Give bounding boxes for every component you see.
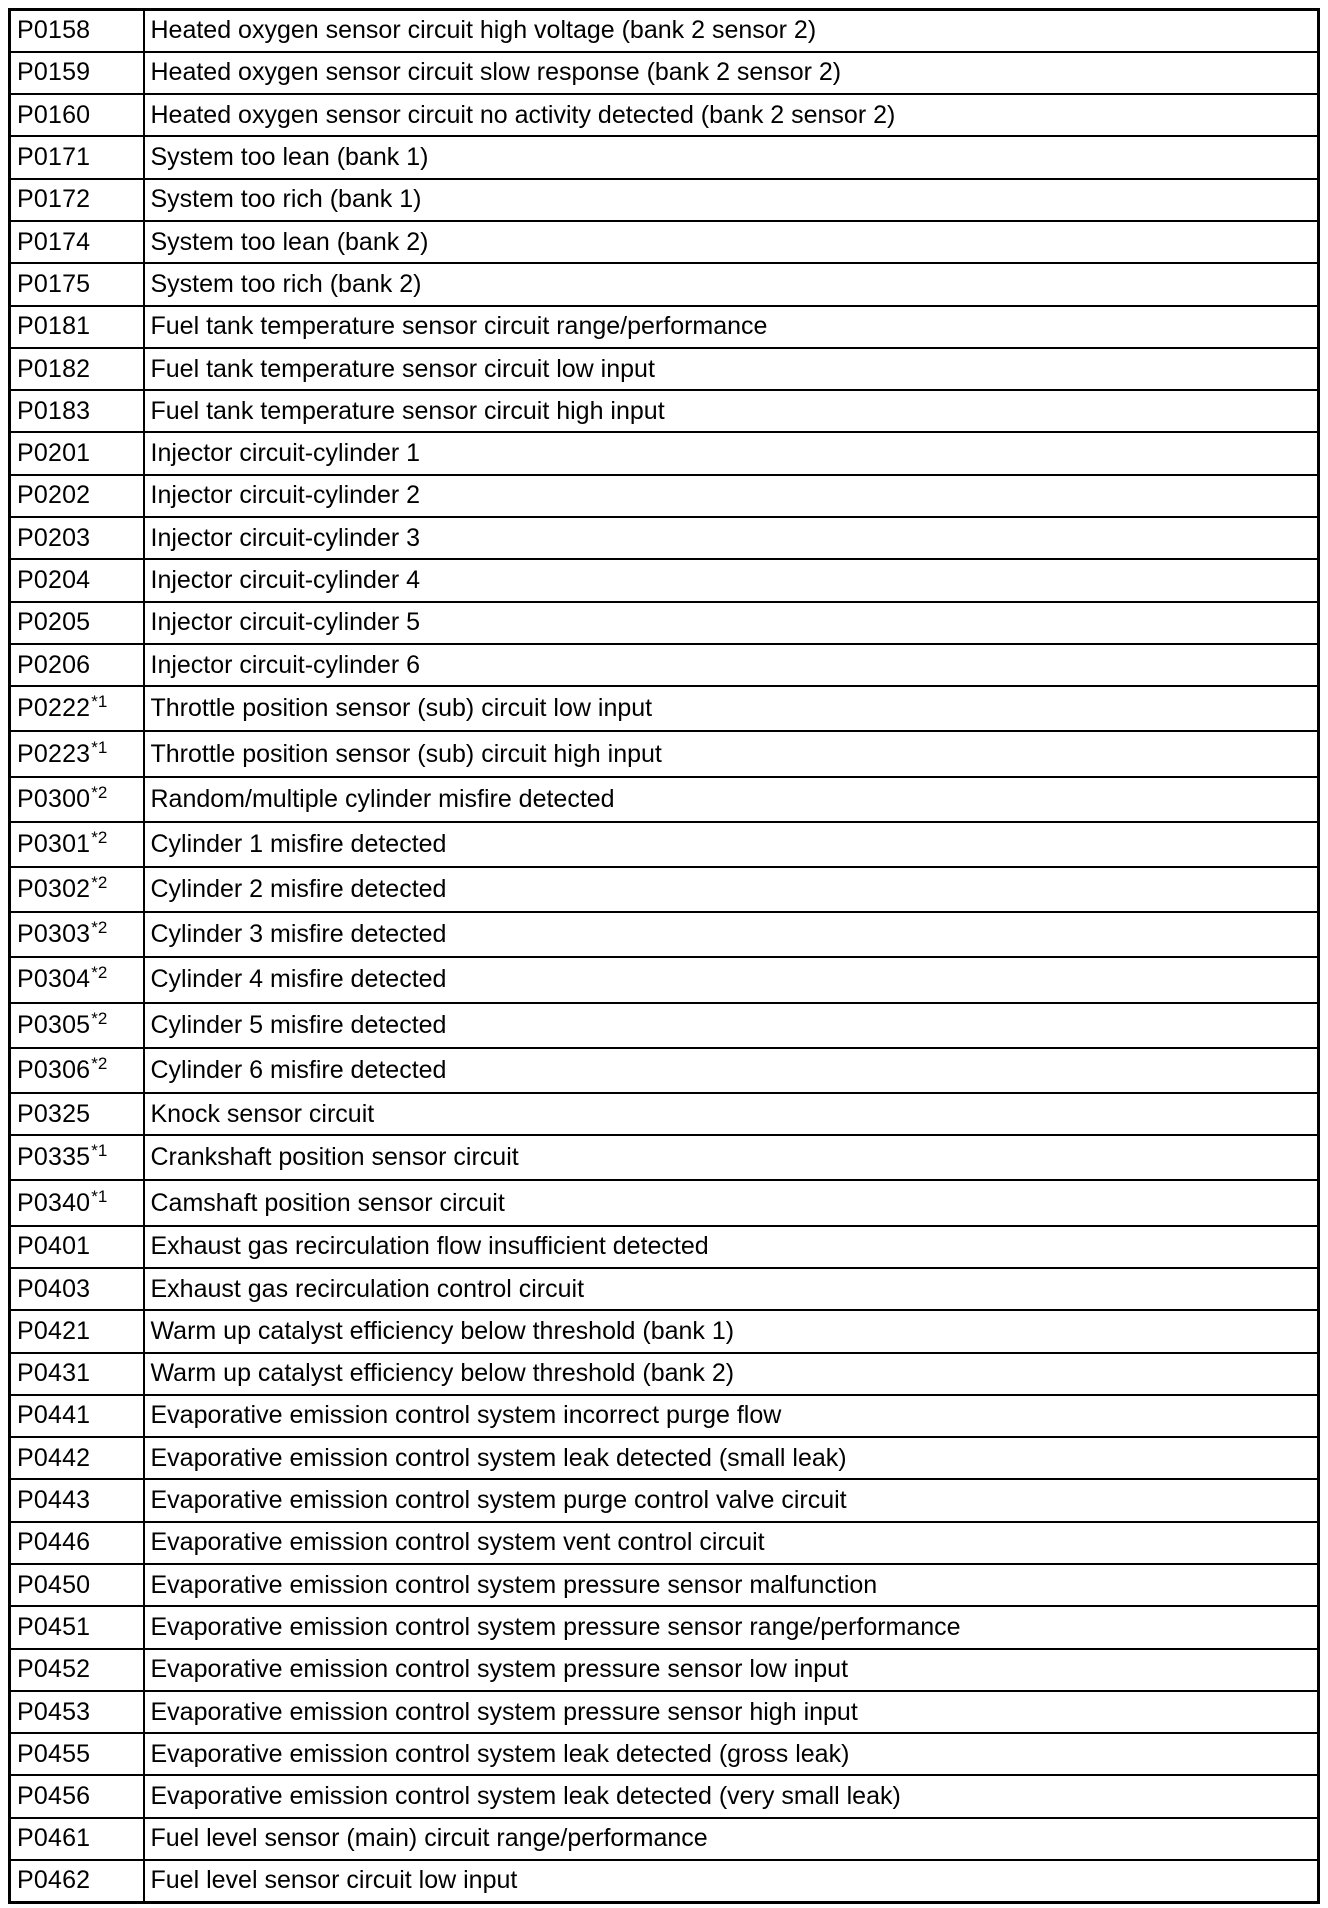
footnote-marker: *2 xyxy=(91,1008,108,1028)
table-row xyxy=(10,348,1319,390)
table-row xyxy=(10,136,1319,178)
dtc-description: Crankshaft position sensor circuit xyxy=(144,1135,1319,1180)
dtc-code-cell xyxy=(10,179,144,221)
dtc-code-cell xyxy=(10,1437,144,1479)
dtc-code: P0183 xyxy=(17,396,91,425)
dtc-code: P0431 xyxy=(17,1359,91,1388)
dtc-code: P0450 xyxy=(17,1570,91,1599)
table-row xyxy=(10,475,1319,517)
footnote-marker: *2 xyxy=(91,918,108,938)
dtc-code: P0455 xyxy=(17,1739,91,1768)
dtc-code: P0182 xyxy=(17,354,91,383)
dtc-description: Evaporative emission control system leak detected (small leak) xyxy=(144,1437,1319,1479)
dtc-description: Injector circuit-cylinder 5 xyxy=(144,602,1319,644)
dtc-description: Exhaust gas recirculation flow insufficient detected xyxy=(144,1226,1319,1268)
table-row xyxy=(10,1564,1319,1606)
dtc-code: P0301 xyxy=(17,829,91,858)
table-row xyxy=(10,263,1319,305)
table-row xyxy=(10,867,1319,912)
dtc-code-cell xyxy=(10,432,144,474)
table-row xyxy=(10,602,1319,644)
dtc-description: Warm up catalyst efficiency below threshold (bank 1) xyxy=(144,1310,1319,1352)
dtc-description: Fuel level sensor circuit low input xyxy=(144,1860,1319,1902)
table-row xyxy=(10,686,1319,731)
footnote-marker: *1 xyxy=(91,737,108,757)
dtc-code: P0421 xyxy=(17,1316,91,1345)
footnote-marker: *1 xyxy=(91,1141,108,1161)
table-row xyxy=(10,1649,1319,1691)
dtc-description: System too lean (bank 2) xyxy=(144,221,1319,263)
dtc-code: P0443 xyxy=(17,1486,91,1515)
dtc-description: Heated oxygen sensor circuit high voltage (bank 2 sensor 2) xyxy=(144,10,1319,52)
dtc-code-cell xyxy=(10,1649,144,1691)
dtc-description: Evaporative emission control system incorrect purge flow xyxy=(144,1395,1319,1437)
dtc-code: P0403 xyxy=(17,1274,91,1303)
dtc-description: System too rich (bank 2) xyxy=(144,263,1319,305)
dtc-code: P0160 xyxy=(17,100,91,129)
dtc-description: Injector circuit-cylinder 4 xyxy=(144,559,1319,601)
dtc-description: Injector circuit-cylinder 1 xyxy=(144,432,1319,474)
dtc-code-cell xyxy=(10,263,144,305)
dtc-description: Injector circuit-cylinder 6 xyxy=(144,644,1319,686)
dtc-code-cell xyxy=(10,1479,144,1521)
dtc-code-cell xyxy=(10,602,144,644)
dtc-code: P0340 xyxy=(17,1188,91,1217)
table-row xyxy=(10,1395,1319,1437)
table-row xyxy=(10,1093,1319,1135)
dtc-code: P0306 xyxy=(17,1055,91,1084)
table-row xyxy=(10,10,1319,52)
dtc-description: System too rich (bank 1) xyxy=(144,179,1319,221)
dtc-code-cell xyxy=(10,1268,144,1310)
dtc-code: P0222 xyxy=(17,694,91,723)
dtc-code-cell xyxy=(10,94,144,136)
dtc-code: P0302 xyxy=(17,875,91,904)
dtc-description: Cylinder 6 misfire detected xyxy=(144,1048,1319,1093)
table-row xyxy=(10,1733,1319,1775)
dtc-code: P0456 xyxy=(17,1782,91,1811)
table-row xyxy=(10,1226,1319,1268)
dtc-code: P0442 xyxy=(17,1443,91,1472)
dtc-code-cell xyxy=(10,136,144,178)
dtc-code-cell xyxy=(10,1395,144,1437)
dtc-code-cell xyxy=(10,867,144,912)
table-row xyxy=(10,94,1319,136)
dtc-description: Evaporative emission control system pressure sensor low input xyxy=(144,1649,1319,1691)
dtc-code-cell xyxy=(10,1775,144,1817)
table-row xyxy=(10,1522,1319,1564)
dtc-code: P0223 xyxy=(17,739,91,768)
table-row xyxy=(10,1353,1319,1395)
dtc-description: Injector circuit-cylinder 2 xyxy=(144,475,1319,517)
footnote-marker: *2 xyxy=(91,873,108,893)
dtc-code-cell xyxy=(10,1310,144,1352)
dtc-code: P0335 xyxy=(17,1143,91,1172)
table-row xyxy=(10,1860,1319,1902)
dtc-code: P0201 xyxy=(17,439,91,468)
table-row xyxy=(10,1180,1319,1225)
dtc-code-cell xyxy=(10,912,144,957)
dtc-code-cell xyxy=(10,777,144,822)
dtc-description: Fuel tank temperature sensor circuit range/performance xyxy=(144,306,1319,348)
dtc-code-cell xyxy=(10,957,144,1002)
dtc-code-cell xyxy=(10,644,144,686)
dtc-description: Heated oxygen sensor circuit slow response (bank 2 sensor 2) xyxy=(144,52,1319,94)
dtc-code-cell xyxy=(10,731,144,776)
dtc-code-cell xyxy=(10,1003,144,1048)
dtc-description: Cylinder 4 misfire detected xyxy=(144,957,1319,1002)
dtc-code-cell xyxy=(10,10,144,52)
dtc-description: System too lean (bank 1) xyxy=(144,136,1319,178)
dtc-code: P0305 xyxy=(17,1010,91,1039)
dtc-code-cell xyxy=(10,1048,144,1093)
dtc-code: P0304 xyxy=(17,965,91,994)
dtc-description: Heated oxygen sensor circuit no activity detected (bank 2 sensor 2) xyxy=(144,94,1319,136)
table-row xyxy=(10,1818,1319,1860)
table-row xyxy=(10,390,1319,432)
table-row xyxy=(10,822,1319,867)
dtc-code-cell xyxy=(10,348,144,390)
dtc-code: P0158 xyxy=(17,16,91,45)
dtc-code-cell xyxy=(10,822,144,867)
dtc-description: Evaporative emission control system pressure sensor malfunction xyxy=(144,1564,1319,1606)
dtc-code: P0325 xyxy=(17,1099,91,1128)
dtc-code: P0206 xyxy=(17,650,91,679)
table-row xyxy=(10,179,1319,221)
dtc-description: Fuel tank temperature sensor circuit low input xyxy=(144,348,1319,390)
dtc-code: P0175 xyxy=(17,269,91,298)
dtc-code-cell xyxy=(10,1093,144,1135)
dtc-code-cell xyxy=(10,390,144,432)
dtc-description: Evaporative emission control system purge control valve circuit xyxy=(144,1479,1319,1521)
dtc-code-cell xyxy=(10,1606,144,1648)
dtc-code-cell xyxy=(10,1180,144,1225)
dtc-description: Cylinder 5 misfire detected xyxy=(144,1003,1319,1048)
table-row xyxy=(10,777,1319,822)
dtc-code-cell xyxy=(10,475,144,517)
footnote-marker: *1 xyxy=(91,1186,108,1206)
dtc-code-cell xyxy=(10,559,144,601)
dtc-code: P0174 xyxy=(17,227,91,256)
table-row xyxy=(10,1310,1319,1352)
table-row xyxy=(10,1268,1319,1310)
table-row xyxy=(10,1048,1319,1093)
dtc-code: P0203 xyxy=(17,523,91,552)
table-row xyxy=(10,52,1319,94)
dtc-code: P0401 xyxy=(17,1232,91,1261)
table-row xyxy=(10,957,1319,1002)
dtc-description: Throttle position sensor (sub) circuit low input xyxy=(144,686,1319,731)
footnote-marker: *2 xyxy=(91,782,108,802)
dtc-code: P0452 xyxy=(17,1655,91,1684)
dtc-description: Evaporative emission control system pressure sensor high input xyxy=(144,1691,1319,1733)
dtc-code-cell xyxy=(10,306,144,348)
dtc-code-cell xyxy=(10,1818,144,1860)
dtc-table-body xyxy=(10,10,1319,1903)
dtc-code: P0171 xyxy=(17,143,91,172)
dtc-code: P0461 xyxy=(17,1824,91,1853)
table-row xyxy=(10,559,1319,601)
table-row xyxy=(10,1135,1319,1180)
dtc-code: P0441 xyxy=(17,1401,91,1430)
dtc-code-cell xyxy=(10,1226,144,1268)
table-row xyxy=(10,1003,1319,1048)
dtc-code: P0451 xyxy=(17,1612,91,1641)
dtc-code: P0462 xyxy=(17,1866,91,1895)
dtc-code-cell xyxy=(10,1135,144,1180)
footnote-marker: *1 xyxy=(91,692,108,712)
dtc-code-cell xyxy=(10,1564,144,1606)
dtc-code-cell xyxy=(10,1733,144,1775)
footnote-marker: *2 xyxy=(91,963,108,983)
table-row xyxy=(10,1775,1319,1817)
dtc-code: P0204 xyxy=(17,566,91,594)
dtc-code-cell xyxy=(10,52,144,94)
dtc-description: Throttle position sensor (sub) circuit high input xyxy=(144,731,1319,776)
footnote-marker: *2 xyxy=(91,1053,108,1073)
dtc-description: Evaporative emission control system vent control circuit xyxy=(144,1522,1319,1564)
dtc-description: Evaporative emission control system leak detected (very small leak) xyxy=(144,1775,1319,1817)
dtc-code: P0453 xyxy=(17,1697,91,1726)
table-row xyxy=(10,1479,1319,1521)
table-row xyxy=(10,517,1319,559)
dtc-code: P0300 xyxy=(17,784,91,813)
dtc-description: Cylinder 2 misfire detected xyxy=(144,867,1319,912)
footnote-marker: *2 xyxy=(91,827,108,847)
dtc-description: Warm up catalyst efficiency below threshold (bank 2) xyxy=(144,1353,1319,1395)
dtc-description: Exhaust gas recirculation control circuit xyxy=(144,1268,1319,1310)
dtc-code-cell xyxy=(10,517,144,559)
dtc-description: Fuel level sensor (main) circuit range/performance xyxy=(144,1818,1319,1860)
dtc-code: P0159 xyxy=(17,58,91,87)
dtc-code-cell xyxy=(10,1522,144,1564)
dtc-code: P0202 xyxy=(17,481,91,510)
table-row xyxy=(10,221,1319,263)
dtc-description: Evaporative emission control system pressure sensor range/performance xyxy=(144,1606,1319,1648)
dtc-description: Cylinder 1 misfire detected xyxy=(144,822,1319,867)
dtc-description: Random/multiple cylinder misfire detected xyxy=(144,777,1319,822)
table-row xyxy=(10,644,1319,686)
dtc-code: P0172 xyxy=(17,185,91,214)
dtc-description: Cylinder 3 misfire detected xyxy=(144,912,1319,957)
dtc-description: Fuel tank temperature sensor circuit high input xyxy=(144,390,1319,432)
dtc-code-cell xyxy=(10,1860,144,1902)
table-row xyxy=(10,912,1319,957)
table-row xyxy=(10,306,1319,348)
dtc-code: P0303 xyxy=(17,920,91,949)
dtc-code: P0446 xyxy=(17,1528,91,1557)
dtc-code: P0205 xyxy=(17,608,91,637)
dtc-table xyxy=(8,8,1320,1904)
dtc-description: Evaporative emission control system leak detected (gross leak) xyxy=(144,1733,1319,1775)
table-row xyxy=(10,1606,1319,1648)
dtc-description: Injector circuit-cylinder 3 xyxy=(144,517,1319,559)
table-row xyxy=(10,731,1319,776)
dtc-code-cell xyxy=(10,1353,144,1395)
dtc-description: Knock sensor circuit xyxy=(144,1093,1319,1135)
dtc-code-cell xyxy=(10,1691,144,1733)
table-row xyxy=(10,1691,1319,1733)
dtc-code: P0181 xyxy=(17,312,91,341)
table-row xyxy=(10,432,1319,474)
dtc-code-cell xyxy=(10,686,144,731)
table-row xyxy=(10,1437,1319,1479)
dtc-code-cell xyxy=(10,221,144,263)
dtc-description: Camshaft position sensor circuit xyxy=(144,1180,1319,1225)
